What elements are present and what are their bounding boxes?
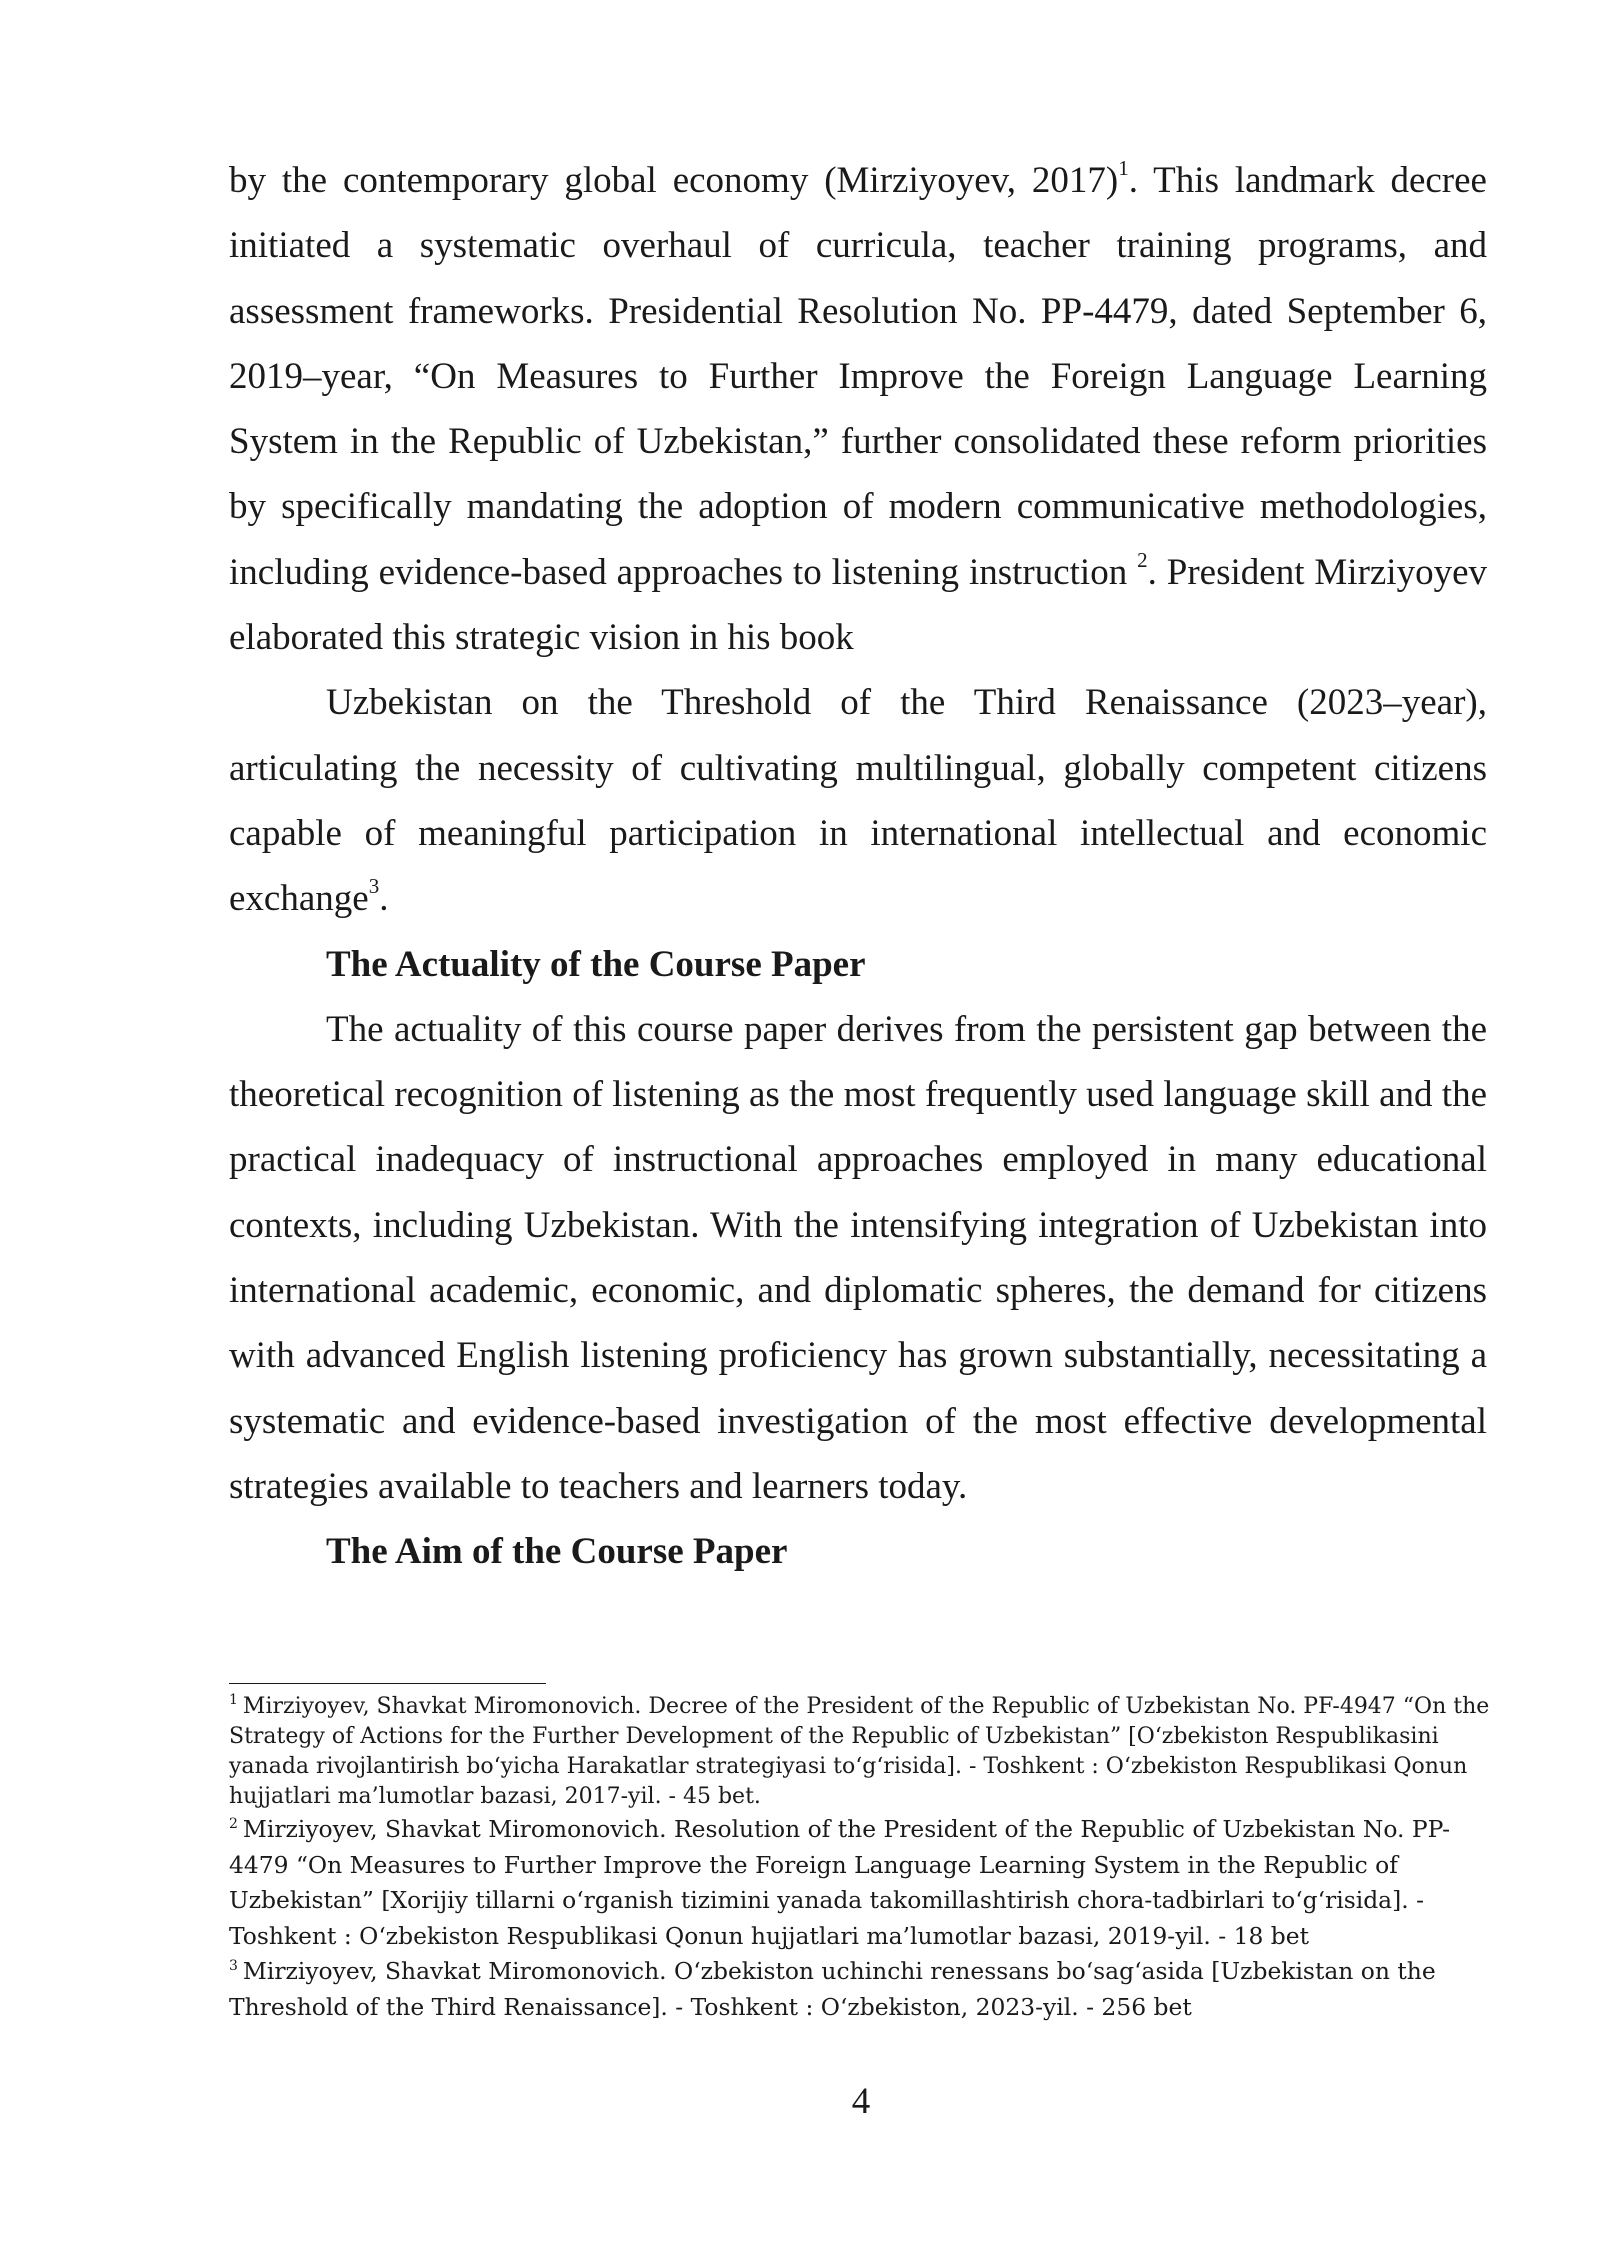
footnote-text: Mirziyoyev, Shavkat Miromonovich. O‘zbekiston uchinchi renessans bo‘sag‘asida [Uzbekistan on the Threshold of the Third Renaissance]. - Toshkent : O‘zbekiston, 2023-yil. - 256 bet <box>229 1957 1436 2021</box>
page-number: 4 <box>851 2081 871 2122</box>
paragraph-continuation: by the contemporary global economy (Mirziyoyev, 2017)$^1$. This landmark decree initiated a systematic overhaul of curricula, teacher training programs, and assessment frameworks. Presidential Resolution No. PP-4479, dated September 6, 2019–year, “On Measures to Further Improve the Foreign Language Learning System in the Republic of Uzbekistan,” further consolidated these reform priorities by specifically mandating the adoption of modern communicative methodologies, including evidence-based approaches to listening instruction $^2$. President Mirziyoyev elaborated this strategic vision in his book <box>229 156 1488 659</box>
footnote-mark: 1 <box>229 1692 238 1708</box>
footnote-ref-3: 3 <box>368 874 380 899</box>
footnote-ref-1: 1 <box>1118 156 1129 180</box>
footnote-separator <box>229 1683 546 1684</box>
section-heading-actuality: The Actuality of the Course Paper <box>326 943 866 985</box>
footnote-mark: 2 <box>229 1816 238 1832</box>
footnote-2 <box>229 1812 1491 1954</box>
footnote-3 <box>229 1954 1491 2025</box>
footnote-mark: 3 <box>229 1958 238 1974</box>
body-text <box>229 148 1487 1585</box>
paragraph-renaissance: Uzbekistan on the Threshold of the Third Renaissance (2023–year), articulating the necessity of cultivating multilingual, globally competent citizens capable of meaningful participation in international intellectual and economic exchange$^3$. <box>229 682 1487 920</box>
footnotes <box>229 1690 1491 2025</box>
paragraph-actuality: The actuality of this course paper derives from the persistent gap between the theoretical recognition of listening as the most frequently used language skill and the practical inadequacy of instructional approaches employed in many educational contexts, including Uzbekistan. With the intensifying integration of Uzbekistan into international academic, economic, and diplomatic spheres, the demand for citizens with advanced English listening proficiency has grown substantially, necessitating a systematic and evidence-based investigation of the most effective developmental strategies available to teachers and learners today. <box>229 1008 1487 1507</box>
section-heading-aim: The Aim of the Course Paper <box>326 1531 788 1573</box>
footnote-text: Mirziyoyev, Shavkat Miromonovich. Decree of the President of the Republic of Uzbekistan No. PF-4947 “On the Strategy of Actions for the Further Development of the Republic of Uzbekistan” [O‘zbekiston Respublikasini yanada rivojlantirish bo‘yicha Harakatlar strategiyasi to‘g‘risida]. - Toshkent : O‘zbekiston Respublikasi Qonun hujjatlari ma’lumotlar bazasi, 2017-yil. - 45 bet. <box>229 1694 1490 1809</box>
footnote-ref-2: 2 <box>1137 547 1148 572</box>
footnote-text: Mirziyoyev, Shavkat Miromonovich. Resolution of the President of the Republic of Uzbekistan No. PP-4479 “On Measures to Further Improve the Foreign Language Learning System in the Republic of Uzbekistan” [Xorijiy tillarni o‘rganish tizimini yanada takomillashtirish chora-tadbirlari to‘g‘risida]. - Toshkent : O‘zbekiston Respublikasi Qonun hujjatlari ma’lumotlar bazasi, 2019-yil. - 18 bet <box>229 1815 1450 1950</box>
footnote-1 <box>229 1692 1491 1812</box>
